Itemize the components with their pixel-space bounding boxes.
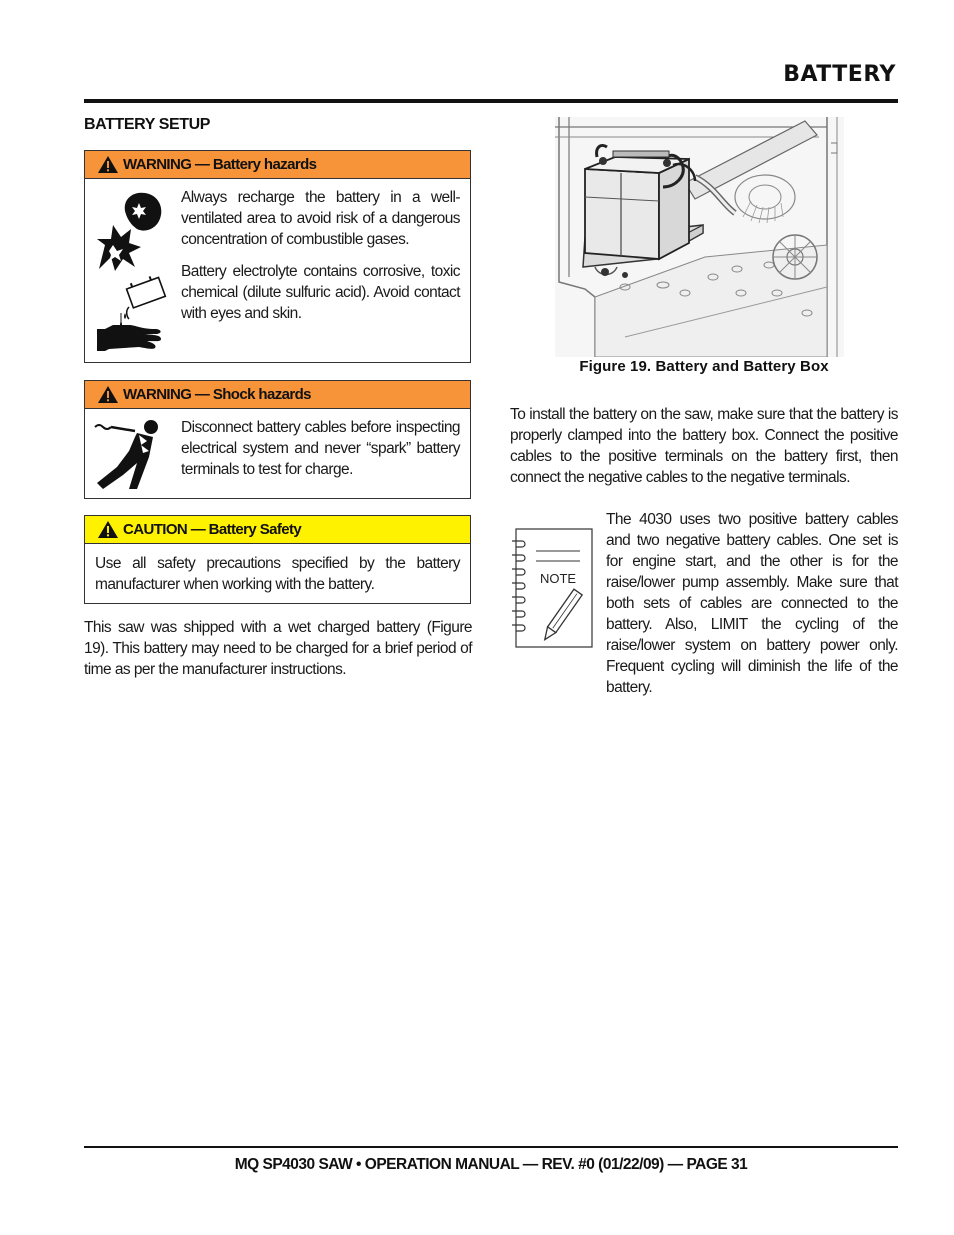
warning-battery-box — [84, 150, 471, 363]
caution-body — [95, 553, 460, 595]
warning-battery-body — [181, 187, 460, 324]
section-heading: BATTERY SETUP — [84, 116, 211, 133]
shipping-paragraph: This saw was shipped with a wet charged battery (Figure 19). This battery may need to be charged for a brief period of time as per the manufacturer instructions. — [84, 619, 472, 678]
left-column-text — [84, 617, 472, 680]
warning-battery-para-2: Battery electrolyte contains corrosive, toxic chemical (dilute sulfuric acid). Avoid contact with eyes and skin. — [181, 263, 460, 322]
note-pad-icon — [510, 527, 596, 651]
warning-shock-header — [85, 381, 470, 409]
page-title: BATTERY — [783, 62, 896, 87]
caution-para: Use all safety precautions specified by the battery manufacturer when working with the battery. — [95, 555, 460, 593]
footer-rule — [84, 1146, 898, 1148]
alert-triangle-icon — [97, 520, 119, 539]
battery-box-figure — [555, 117, 844, 357]
electric-shock-icon — [93, 417, 165, 493]
install-text — [510, 404, 898, 488]
caution-title: CAUTION — Battery Safety — [123, 521, 302, 538]
warning-battery-para-1: Always recharge the battery in a well-ventilated area to avoid risk of a dangerous concentration of combustible gases. — [181, 189, 460, 248]
alert-triangle-icon — [97, 385, 119, 404]
warning-battery-title: WARNING — Battery hazards — [123, 156, 317, 173]
explosion-icon — [95, 189, 167, 271]
install-paragraph: To install the battery on the saw, make sure that the battery is properly clamped into the battery box. Connect the positive cables to the positive terminals on the battery first, then connect the negative cables to the negative terminals. — [510, 406, 898, 486]
warning-shock-para: Disconnect battery cables before inspecting electrical system and never “spark” battery terminals to test for charge. — [181, 419, 460, 478]
caution-box — [84, 515, 471, 604]
caution-header — [85, 516, 470, 544]
warning-shock-title: WARNING — Shock hazards — [123, 386, 311, 403]
warning-shock-box — [84, 380, 471, 499]
warning-shock-body — [181, 417, 460, 480]
header-rule — [84, 99, 898, 103]
note-paragraph: The 4030 uses two positive battery cables and two negative battery cables. One set is for engine start, and the other is for the raise/lower pump assembly. Make sure that both sets of cables are connected to the battery. Also, LIMIT the cycling of the raise/lower system on battery power only. Frequent cycling will diminish the life of the battery. — [606, 511, 898, 696]
alert-triangle-icon — [97, 155, 119, 174]
page-footer: MQ SP4030 SAW • OPERATION MANUAL — REV. #0 (01/22/09) — PAGE 31 — [234, 1156, 748, 1173]
note-text — [606, 509, 898, 698]
figure-caption: Figure 19. Battery and Battery Box — [579, 358, 829, 375]
warning-battery-header — [85, 151, 470, 179]
acid-burn-icon — [95, 273, 167, 353]
note-label: NOTE — [539, 571, 577, 586]
